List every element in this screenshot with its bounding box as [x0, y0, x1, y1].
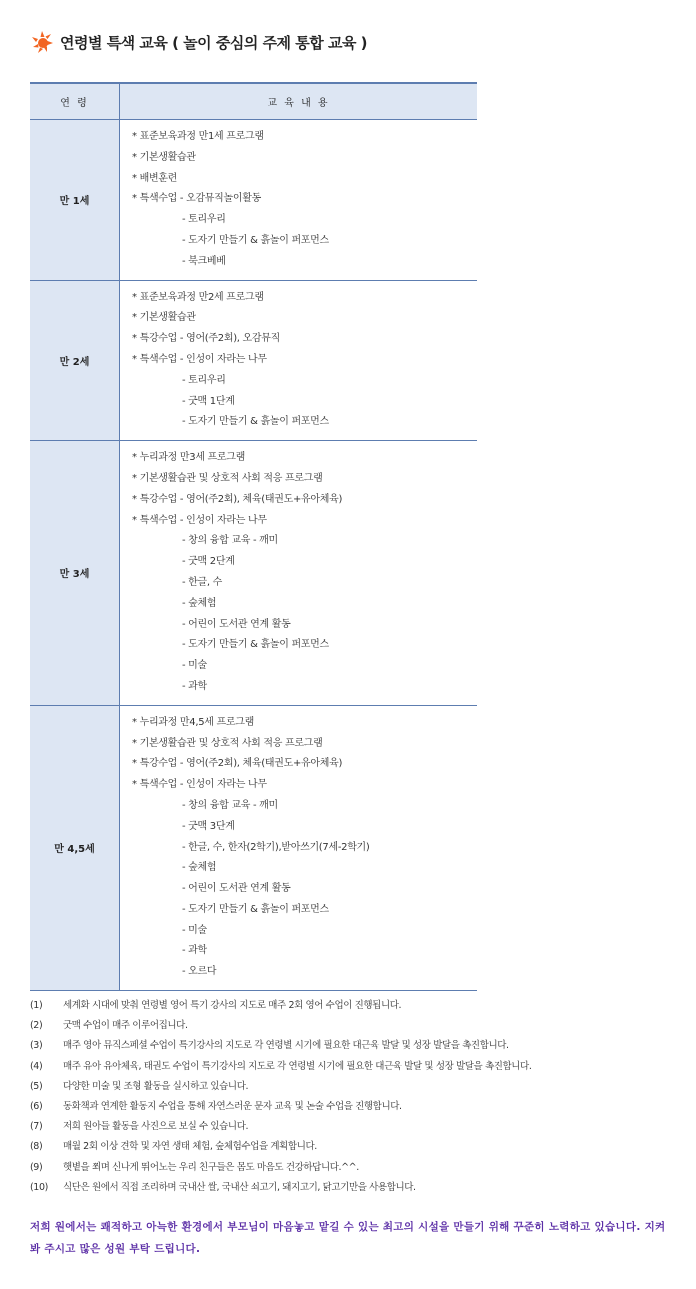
content-subitem: - 과학	[182, 945, 207, 957]
note-item	[30, 996, 531, 1016]
content-item: * 누리과정 만3세 프로그램	[132, 452, 245, 464]
note-number: (1)	[30, 1000, 43, 1011]
page-title-row	[30, 30, 367, 54]
notes-list	[30, 996, 531, 1198]
content-subitem: - 도자기 만들기 & 흙놀이 퍼포먼스	[182, 903, 329, 915]
content-subitem: - 창의 융합 교육 - 깨미	[182, 535, 278, 547]
table-body	[30, 120, 477, 991]
content-subitem: - 어린이 도서관 연계 활동	[182, 618, 291, 630]
closing-message: 저희 원에서는 쾌적하고 아늑한 환경에서 부모님이 마음놓고 맡길 수 있는 최고의 시설을 만들기 위해 꾸준히 노력하고 있습니다. 지켜봐 주시고 많은 성원 부탁 드립니다.	[30, 1221, 666, 1255]
content-cell	[120, 705, 478, 990]
note-text: 식단은 원에서 직접 조리하며 국내산 쌀, 국내산 쇠고기, 돼지고기, 닭고기만을 사용합니다.	[63, 1181, 416, 1193]
age-cell: 만 2세	[30, 280, 120, 441]
content-item: * 특강수업 - 영어(주2회), 체육(태권도+유아체육)	[132, 758, 343, 770]
note-number: (8)	[30, 1141, 43, 1153]
content-item: * 기본생활습관 및 상호적 사회 적응 프로그램	[132, 737, 323, 749]
content-subitem: - 도자기 만들기 & 흙놀이 퍼포먼스	[182, 639, 329, 651]
age-cell: 만 3세	[30, 441, 120, 706]
table-row	[30, 120, 477, 281]
column-header-age: 연 령	[30, 83, 120, 120]
note-text: 동화책과 연계한 활동지 수업을 통해 자연스러운 문자 교육 및 논술 수업을 진행합니다.	[63, 1100, 402, 1112]
note-item	[30, 1016, 531, 1036]
content-subitem: - 도자기 만들기 & 흙놀이 퍼포먼스	[182, 416, 329, 428]
content-subitem: - 숲체험	[182, 597, 217, 609]
column-header-content: 교 육 내 용	[120, 83, 478, 120]
note-text: 매주 유아 유아체육, 태권도 수업이 특기강사의 지도로 각 연령별 시기에 필요한 대근육 발달 및 성장 발달을 촉진합니다.	[63, 1060, 532, 1072]
content-subitem: - 미술	[182, 660, 207, 672]
content-subitem: - 숲체험	[182, 862, 217, 874]
note-text: 저희 원아들 활동을 사진으로 보실 수 있습니다.	[63, 1121, 249, 1133]
table-header-row	[30, 83, 477, 120]
content-item: * 누리과정 만4,5세 프로그램	[132, 716, 254, 728]
content-item: * 특색수업 - 오감뮤직놀이활동	[132, 193, 261, 205]
note-number: (4)	[30, 1060, 43, 1072]
note-text: 매월 2회 이상 견학 및 자연 생태 체험, 숲체험수업을 계획합니다.	[63, 1141, 317, 1153]
content-item: * 특강수업 - 영어(주2회), 오감뮤직	[132, 333, 280, 345]
content-subitem: - 오르다	[182, 966, 217, 978]
content-item: * 특색수업 - 인성이 자라는 나무	[132, 353, 267, 365]
content-subitem: - 굿맥 3단계	[182, 820, 235, 832]
note-number: (5)	[30, 1080, 43, 1092]
content-subitem: - 굿맥 1단계	[182, 395, 235, 407]
note-number: (7)	[30, 1121, 43, 1133]
content-cell	[120, 120, 478, 281]
note-number: (9)	[30, 1161, 43, 1173]
note-number: (3)	[30, 1040, 43, 1052]
content-item: * 기본생활습관 및 상호적 사회 적응 프로그램	[132, 472, 323, 484]
content-item: * 표준보육과정 만2세 프로그램	[132, 291, 264, 303]
note-text: 매주 영아 뮤직스페셜 수업이 특기강사의 지도로 각 연령별 시기에 필요한 대근육 발달 및 성장 발달을 촉진합니다.	[63, 1040, 509, 1052]
note-item	[30, 1178, 531, 1198]
content-cell	[120, 441, 478, 706]
content-subitem: - 미술	[182, 924, 207, 936]
table-row	[30, 280, 477, 441]
content-subitem: - 과학	[182, 680, 207, 692]
content-subitem: - 한글, 수	[182, 576, 223, 588]
content-subitem: - 창의 융합 교육 - 깨미	[182, 799, 278, 811]
content-item: * 특강수업 - 영어(주2회), 체육(태권도+유아체육)	[132, 493, 343, 505]
content-subitem: - 굿맥 2단계	[182, 556, 235, 568]
note-text: 세계화 시대에 맞춰 연령별 영어 특기 강사의 지도로 매주 2회 영어 수업이 진행됩니다.	[63, 1000, 402, 1011]
content-item: * 특색수업 - 인성이 자라는 나무	[132, 514, 267, 526]
content-item: * 기본생활습관	[132, 151, 196, 163]
note-number: (6)	[30, 1100, 43, 1112]
note-item	[30, 1117, 531, 1137]
note-text: 햇볕을 쬐며 신나게 뛰어노는 우리 친구들은 몸도 마음도 건강하답니다.^^.	[63, 1161, 359, 1173]
note-item	[30, 1137, 531, 1157]
note-item	[30, 1036, 531, 1056]
note-item	[30, 1057, 531, 1077]
content-subitem: - 한글, 수, 한자(2학기),받아쓰기(7세-2학기)	[182, 841, 370, 853]
note-item	[30, 1158, 531, 1178]
content-item: * 표준보육과정 만1세 프로그램	[132, 131, 264, 142]
note-item	[30, 1097, 531, 1117]
table-row	[30, 441, 477, 706]
content-item: * 기본생활습관	[132, 312, 196, 324]
note-item	[30, 1077, 531, 1097]
age-cell: 만 1세	[30, 120, 120, 281]
table-row	[30, 705, 477, 990]
content-subitem: - 북크베베	[182, 255, 226, 267]
note-text: 굿맥 수업이 매주 이루어집니다.	[63, 1020, 188, 1032]
content-item: * 배변훈련	[132, 172, 178, 184]
content-cell	[120, 280, 478, 441]
content-subitem: - 어린이 도서관 연계 활동	[182, 883, 291, 895]
content-subitem: - 도자기 만들기 & 흙놀이 퍼포먼스	[182, 234, 329, 246]
note-text: 다양한 미술 및 조형 활동을 실시하고 있습니다.	[63, 1080, 249, 1092]
note-number: (2)	[30, 1020, 43, 1032]
age-cell: 만 4,5세	[30, 705, 120, 990]
education-table	[30, 82, 477, 991]
page-title: 연령별 특색 교육 ( 놀이 중심의 주제 통합 교육 )	[60, 33, 368, 52]
content-subitem: - 토리우리	[182, 214, 226, 226]
note-number: (10)	[30, 1181, 48, 1193]
orange-sun-icon	[30, 30, 54, 54]
content-item: * 특색수업 - 인성이 자라는 나무	[132, 779, 267, 791]
content-subitem: - 토리우리	[182, 374, 226, 386]
